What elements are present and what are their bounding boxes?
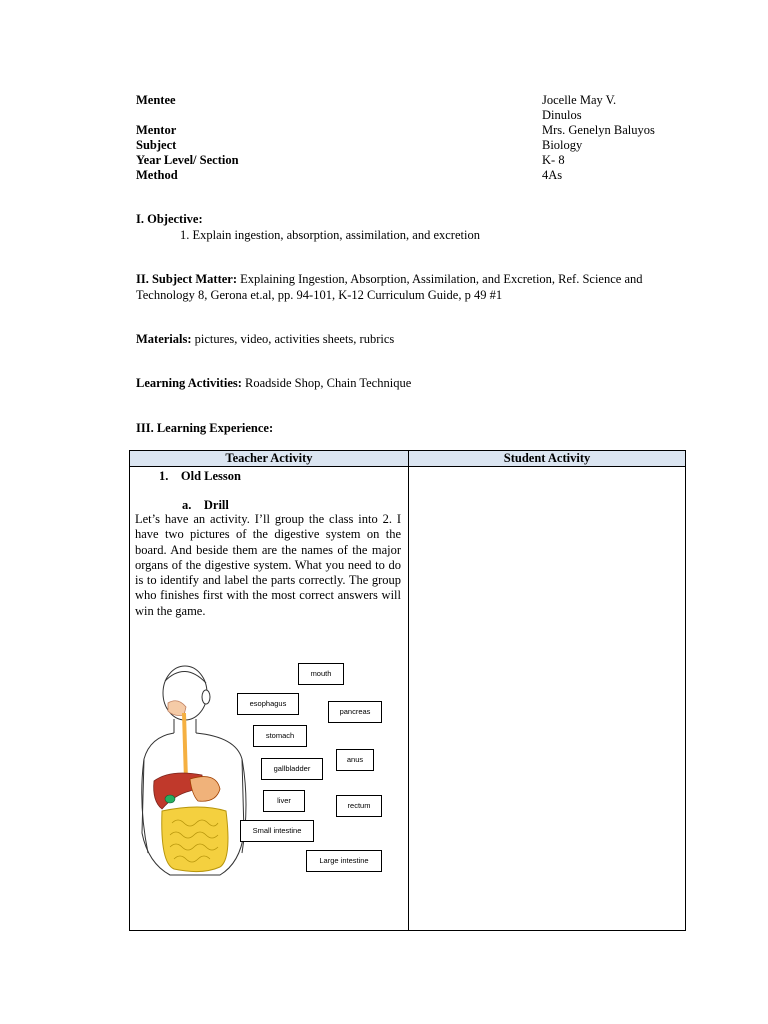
digestive-system-illustration [140, 663, 250, 885]
mentee-value: Jocelle May V. Dinulos [542, 93, 617, 122]
mentee-label: Mentee [136, 93, 176, 107]
materials-section [136, 331, 656, 347]
year-level-label: Year Level/ Section [136, 153, 239, 167]
learning-activities-section [136, 375, 656, 391]
method-label: Method [136, 168, 178, 182]
teacher-activity-header: Teacher Activity [130, 451, 409, 467]
table-row [130, 467, 686, 931]
label-mouth[interactable]: mouth [298, 663, 344, 685]
table-header-row [130, 451, 686, 467]
header-info [136, 93, 656, 183]
header-row-method [136, 168, 656, 183]
objective-item: 1. Explain ingestion, absorption, assimilation, and excretion [180, 228, 480, 242]
student-activity-cell [409, 467, 686, 931]
learning-experience-section [136, 420, 656, 436]
learning-activities-text: Roadside Shop, Chain Technique [241, 376, 412, 390]
subject-matter-section [136, 271, 656, 303]
objective-section [136, 211, 656, 243]
student-activity-header: Student Activity [409, 451, 686, 467]
label-anus[interactable]: anus [336, 749, 374, 771]
subject-matter-heading: II. Subject Matter: [136, 272, 238, 286]
label-large-intestine[interactable]: Large intestine [306, 850, 382, 872]
mentor-value: Mrs. Genelyn Baluyos [542, 123, 655, 137]
drill-heading: a. Drill [182, 498, 229, 512]
subject-value: Biology [542, 138, 583, 152]
label-gallbladder[interactable]: gallbladder [261, 758, 323, 780]
label-stomach[interactable]: stomach [253, 725, 307, 747]
teacher-activity-cell [130, 467, 409, 931]
label-pancreas[interactable]: pancreas [328, 701, 382, 723]
mentor-label: Mentor [136, 123, 177, 137]
header-row-subject [136, 138, 656, 153]
label-esophagus[interactable]: esophagus [237, 693, 299, 715]
year-level-value: K- 8 [542, 153, 565, 167]
drill-text: Let’s have an activity. I’ll group the class into 2. I have two pictures of the digestive system on the board. And beside them are the names of the major organs of the digestive system. What you need to do is to identify and label the parts correctly. The group who finishes first with the most correct answers will win the game. [135, 512, 401, 618]
header-row-year-level [136, 153, 656, 168]
learning-experience-heading: III. Learning Experience: [136, 421, 274, 435]
materials-text: pictures, video, activities sheets, rubrics [191, 332, 395, 346]
header-row-mentee [136, 93, 656, 123]
label-small-intestine[interactable]: Small intestine [240, 820, 314, 842]
learning-experience-table [129, 450, 686, 931]
subject-label: Subject [136, 138, 177, 152]
materials-heading: Materials: [136, 332, 192, 346]
objective-heading: I. Objective: [136, 212, 203, 226]
digestive-system-figure [140, 663, 390, 885]
method-value: 4As [542, 168, 563, 182]
header-row-mentor [136, 123, 656, 138]
subject-matter-text: Explaining Ingestion, Absorption, Assimilation, and Excretion, Ref. Science and Technology 8, Gerona et.al, pp. 94-101, K-12 Curriculum Guide, p 49 #1 [136, 272, 643, 302]
learning-activities-heading: Learning Activities: [136, 376, 242, 390]
label-rectum[interactable]: rectum [336, 795, 382, 817]
label-liver[interactable]: liver [263, 790, 305, 812]
old-lesson-heading: 1. Old Lesson [159, 469, 241, 483]
